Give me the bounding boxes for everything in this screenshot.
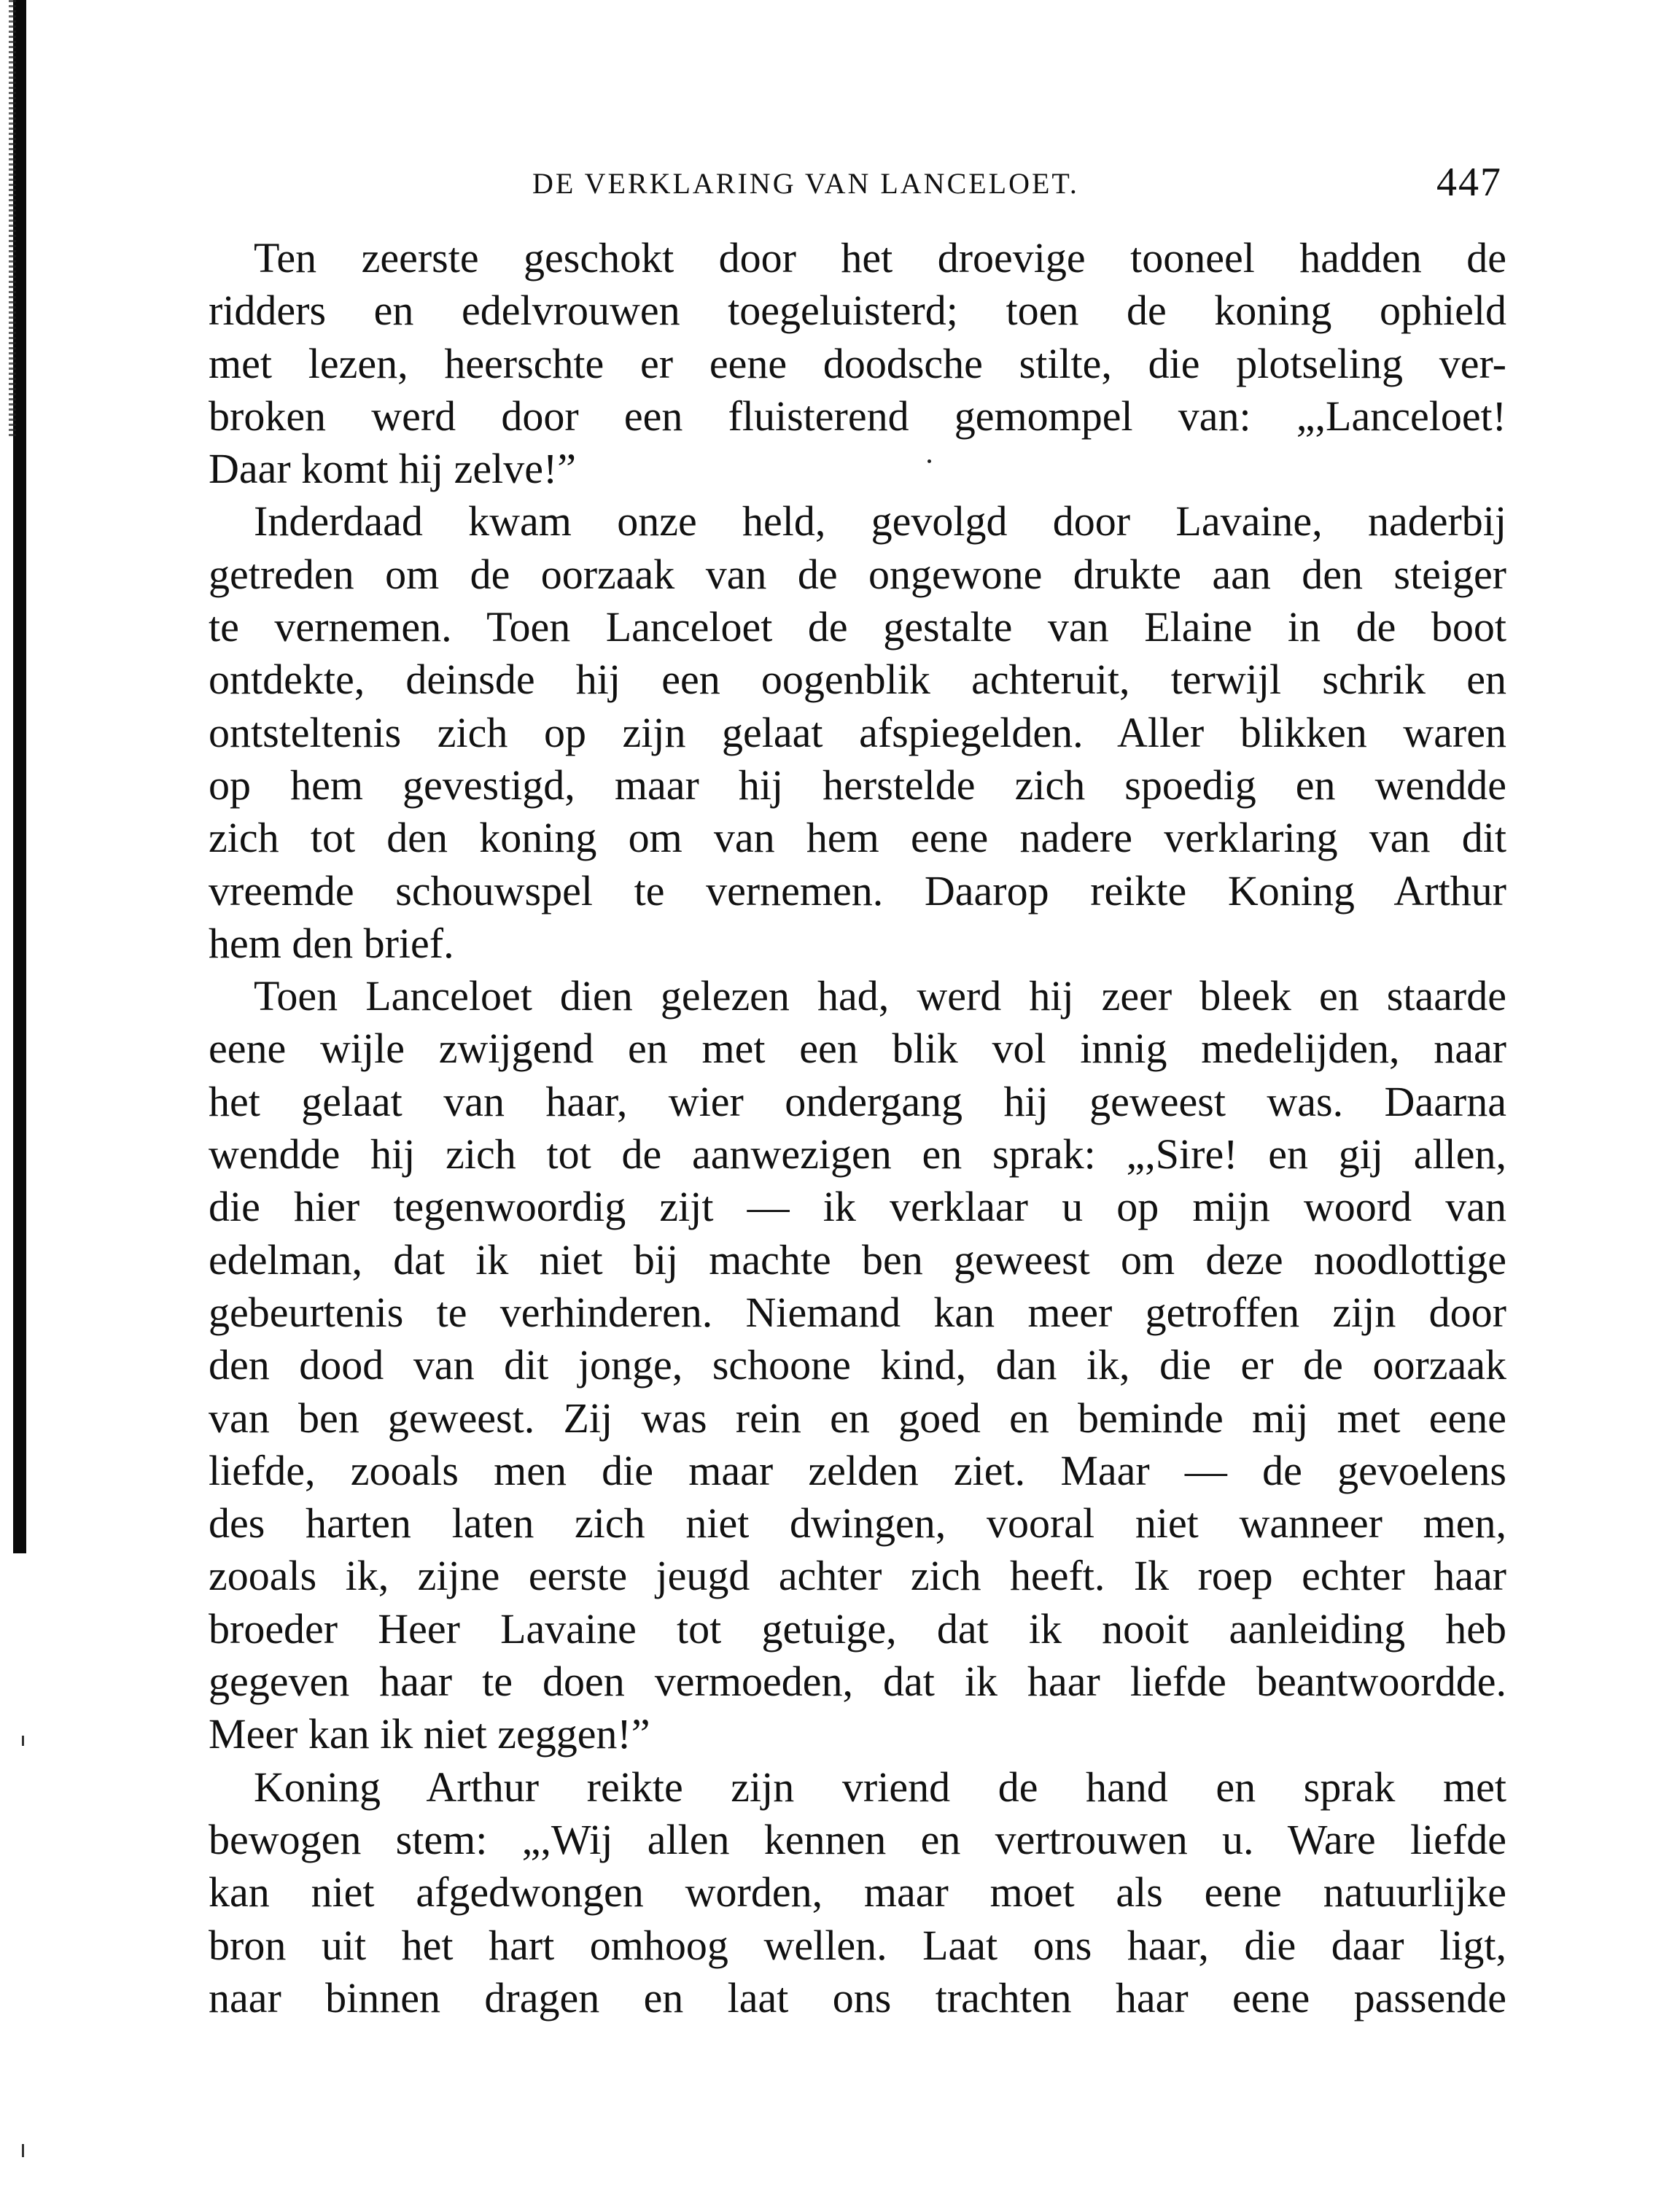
text-line: zooals ik, zijne eerste jeugd achter zich heeft. Ik roep echter haar <box>209 1552 1506 1600</box>
text-line: Daar komt hij zelve!” <box>209 445 577 493</box>
text-line: Inderdaad kwam onze held, gevolgd door Lavaine, naderbij <box>254 497 1506 545</box>
scan-dot <box>928 459 931 463</box>
text-line: bron uit het hart omhoog wellen. Laat ons haar, die daar ligt, <box>209 1921 1506 1969</box>
text-line: broken werd door een fluisterend gemompel van: „,Lanceloet! <box>209 392 1506 440</box>
scan-speck <box>22 1736 24 1746</box>
paragraph <box>209 1761 1506 2024</box>
text-line: getreden om de oorzaak van de ongewone drukte aan den steiger <box>209 550 1506 598</box>
text-line: ontdekte, deinsde hij een oogenblik achteruit, terwijl schrik en <box>209 656 1506 704</box>
text-line: Ten zeerste geschokt door het droevige tooneel hadden de <box>254 234 1506 281</box>
text-line: zich tot den koning om van hem eene nadere verklaring van dit <box>209 814 1506 862</box>
text-line: liefde, zooals men die maar zelden ziet. Maar — de gevoelens <box>209 1446 1506 1494</box>
text-line: des harten laten zich niet dwingen, vooral niet wanneer men, <box>209 1499 1506 1547</box>
text-line: kan niet afgedwongen worden, maar moet als eene natuurlijke <box>209 1868 1506 1917</box>
scan-speck <box>22 2144 24 2157</box>
text-line: van ben geweest. Zij was rein en goed en beminde mij met eene <box>209 1394 1506 1442</box>
text-line: het gelaat van haar, wier ondergang hij geweest was. Daarna <box>209 1077 1506 1125</box>
text-line: wendde hij zich tot de aanwezigen en sprak: „,Sire! en gij allen, <box>209 1130 1506 1178</box>
text-line: te vernemen. Toen Lanceloet de gestalte van Elaine in de boot <box>209 603 1506 651</box>
body-text <box>209 232 1506 2024</box>
text-line: gebeurtenis te verhinderen. Niemand kan meer getroffen zijn door <box>209 1288 1506 1336</box>
text-line: vreemde schouwspel te vernemen. Daarop reikte Koning Arthur <box>209 866 1506 914</box>
text-line: ontsteltenis zich op zijn gelaat afspiegelden. Aller blikken waren <box>209 708 1506 756</box>
text-line: bewogen stem: „,Wij allen kennen en vertrouwen u. Ware liefde <box>209 1815 1506 1863</box>
text-line: op hem gevestigd, maar hij herstelde zich spoedig en wendde <box>209 761 1506 809</box>
paragraph <box>209 970 1506 1760</box>
page-number: 447 <box>1436 160 1502 205</box>
text-line: Koning Arthur reikte zijn vriend de hand en sprak met <box>254 1763 1506 1811</box>
paragraph <box>209 232 1506 495</box>
text-line: Toen Lanceloet dien gelezen had, werd hij zeer bleek en staarde <box>254 972 1506 1020</box>
text-line: eene wijle zwijgend en met een blik vol innig medelijden, naar <box>209 1025 1506 1073</box>
text-line: die hier tegenwoordig zijt — ik verklaar u op mijn woord van <box>209 1183 1506 1231</box>
running-title: DE VERKLARING VAN LANCELOET. <box>532 167 1079 200</box>
text-line: den dood van dit jonge, schoone kind, dan ik, die er de oorzaak <box>209 1341 1506 1389</box>
text-line: broeder Heer Lavaine tot getuige, dat ik nooit aanleiding heb <box>209 1604 1506 1653</box>
text-line: Meer kan ik niet zeggen!” <box>209 1710 650 1758</box>
running-head <box>532 159 1502 210</box>
text-line: naar binnen dragen en laat ons trachten haar eene passende <box>209 1973 1506 2022</box>
text-line: edelman, dat ik niet bij machte ben geweest om deze noodlottige <box>209 1235 1506 1284</box>
text-line: ridders en edelvrouwen toegeluisterd; toen de koning ophield <box>209 287 1506 335</box>
paragraph <box>209 495 1506 970</box>
text-line: hem den brief. <box>209 919 454 967</box>
text-line: met lezen, heerschte er eene doodsche stilte, die plotseling ver- <box>209 339 1506 387</box>
text-line: gegeven haar te doen vermoeden, dat ik haar liefde beantwoordde. <box>209 1658 1506 1706</box>
scan-edge-noise <box>9 0 16 438</box>
